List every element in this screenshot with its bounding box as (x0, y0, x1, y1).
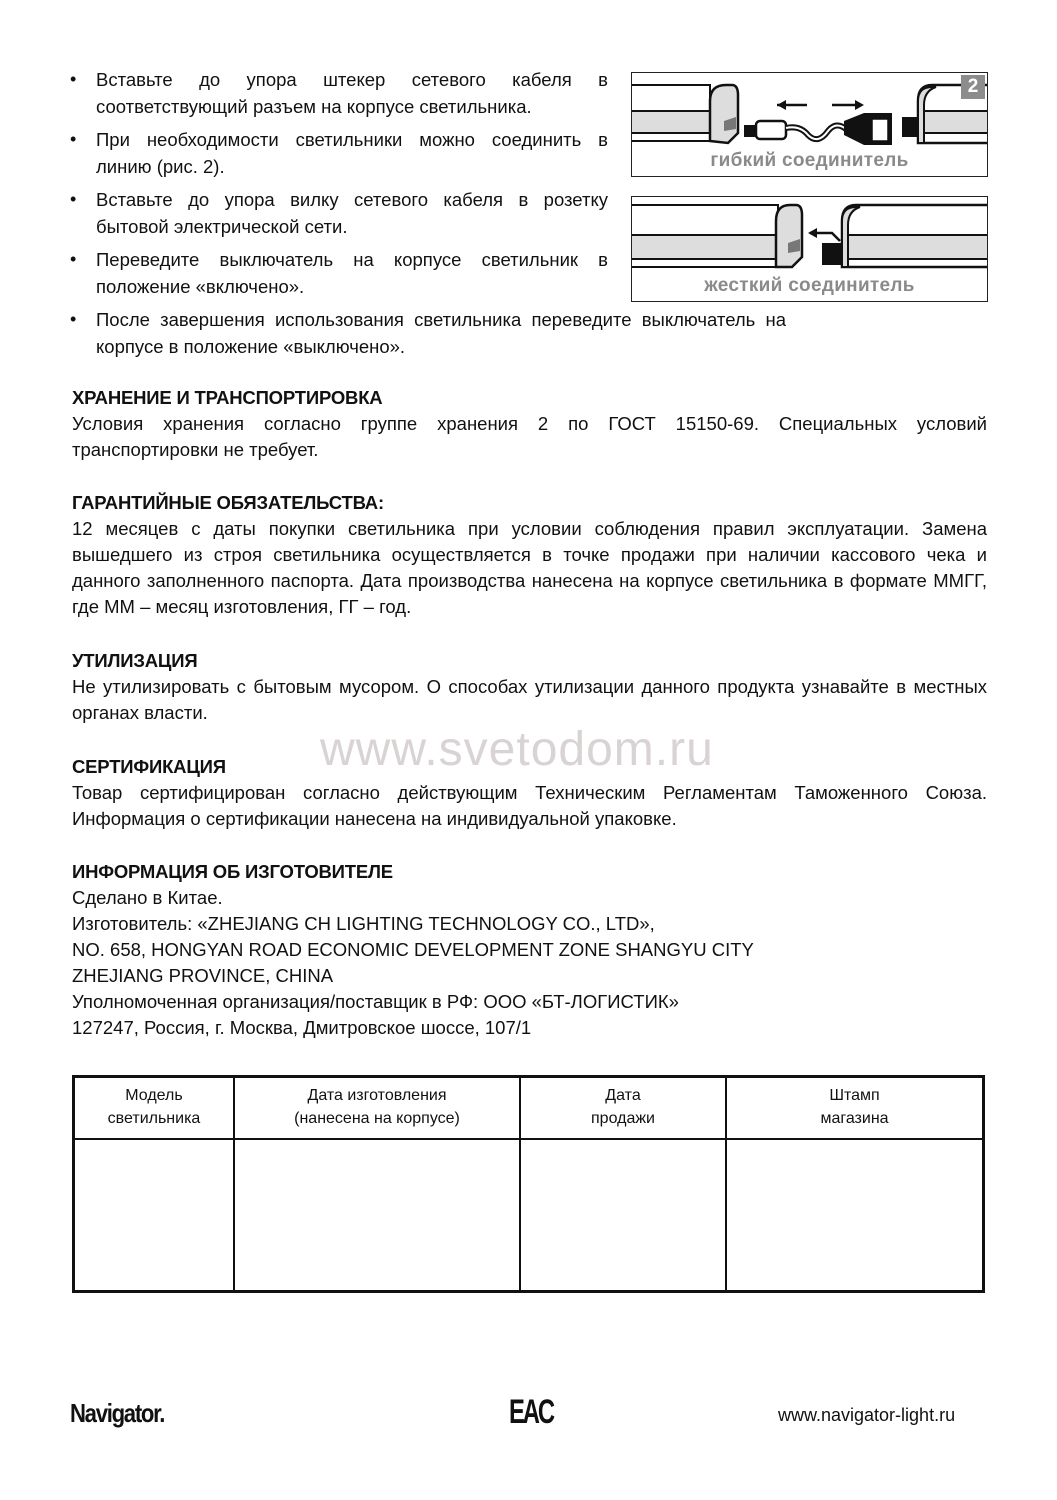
eac-mark-icon: EAC (509, 1393, 553, 1431)
warranty-stamp-table (72, 1075, 985, 1293)
manufacturer-line: Сделано в Китае. (72, 887, 223, 908)
manufacturer-heading: ИНФОРМАЦИЯ ОБ ИЗГОТОВИТЕЛЕ (72, 861, 393, 882)
rigid-connector-figure (631, 196, 988, 302)
column-header-manufacture-date: Дата изготовления (нанесена на корпусе) (234, 1077, 520, 1140)
disposal-section (72, 648, 987, 726)
warranty-text: 12 месяцев с даты покупки светильника при условии соблюдения правил эксплуатации. Замена вышедшего из строя светильника осуществляется в точке продажи при наличии кассового чека и данного заполненного паспорта. Дата производства нанесена на корпусе светильника в формате ММГГ, где ММ – месяц изготовления, ГГ – год. (72, 518, 987, 617)
disposal-text: Не утилизировать с бытовым мусором. О способах утилизации данного продукта узнавайте в местных органах власти. (72, 676, 987, 723)
manufacturer-line: 127247, Россия, г. Москва, Дмитровское шоссе, 107/1 (72, 1017, 532, 1038)
column-header-sale-date: Дата продажи (520, 1077, 726, 1140)
instruction-item: • Вставьте до упора вилку сетевого кабеля в розетку бытовой электрической сети. (68, 186, 608, 240)
instruction-item: • При необходимости светильники можно соединить в линию (рис. 2). (68, 126, 608, 180)
table-row (74, 1139, 984, 1292)
certification-text: Товар сертифицирован согласно действующим Техническим Регламентам Таможенного Союза. Информация о сертификации нанесена на индивидуальной упаковке. (72, 782, 987, 829)
warranty-section (72, 490, 987, 620)
bullet-icon: • (70, 69, 77, 89)
manufacturer-line: NO. 658, HONGYAN ROAD ECONOMIC DEVELOPMENT ZONE SHANGYU CITY (72, 939, 754, 960)
manufacturer-line: Уполномоченная организация/поставщик в РФ: ООО «БТ-ЛОГИСТИК» (72, 991, 679, 1012)
installation-instructions (68, 66, 786, 366)
table-header-row (74, 1077, 984, 1140)
instruction-item: • После завершения использования светильника переведите выключатель на корпусе в положение «выключено». (68, 306, 786, 360)
certification-heading: СЕРТИФИКАЦИЯ (72, 756, 226, 777)
rigid-connector-caption: жесткий соединитель (704, 275, 915, 296)
manufacturer-section (72, 859, 987, 1041)
sale-date-cell[interactable] (520, 1139, 726, 1292)
instruction-item: • Переведите выключатель на корпусе светильник в положение «включено». (68, 246, 608, 300)
model-cell[interactable] (74, 1139, 235, 1292)
bullet-icon: • (70, 249, 77, 269)
certification-section (72, 754, 987, 832)
manufacturer-line: ZHEJIANG PROVINCE, CHINA (72, 965, 334, 986)
column-header-store-stamp: Штамп магазина (726, 1077, 984, 1140)
storage-section (72, 385, 987, 463)
storage-text: Условия хранения согласно группе хранения 2 по ГОСТ 15150-69. Специальных условий транспортировки не требует. (72, 413, 987, 460)
manufacture-date-cell[interactable] (234, 1139, 520, 1292)
flexible-connector-caption: гибкий соединитель (710, 150, 909, 171)
bullet-icon: • (70, 129, 77, 149)
bullet-icon: • (70, 189, 77, 209)
flexible-connector-figure (631, 72, 988, 177)
warranty-heading: ГАРАНТИЙНЫЕ ОБЯЗАТЕЛЬСТВА: (72, 492, 384, 513)
website-link[interactable]: www.navigator-light.ru (778, 1405, 956, 1425)
figure-number-badge: 2 (961, 75, 985, 99)
bullet-icon: • (70, 309, 77, 329)
watermark: www.svetodom.ru (320, 723, 714, 776)
column-header-model: Модель светильника (74, 1077, 235, 1140)
manufacturer-line: Изготовитель: «ZHEJIANG CH LIGHTING TECHNOLOGY CO., LTD», (72, 913, 655, 934)
storage-heading: ХРАНЕНИЕ И ТРАНСПОРТИРОВКА (72, 387, 383, 408)
instruction-item: • Вставьте до упора штекер сетевого кабеля в соответствующий разъем на корпусе светильника. (68, 66, 608, 120)
navigator-logo: Navigator. (70, 1398, 165, 1428)
disposal-heading: УТИЛИЗАЦИЯ (72, 650, 198, 671)
store-stamp-cell[interactable] (726, 1139, 984, 1292)
